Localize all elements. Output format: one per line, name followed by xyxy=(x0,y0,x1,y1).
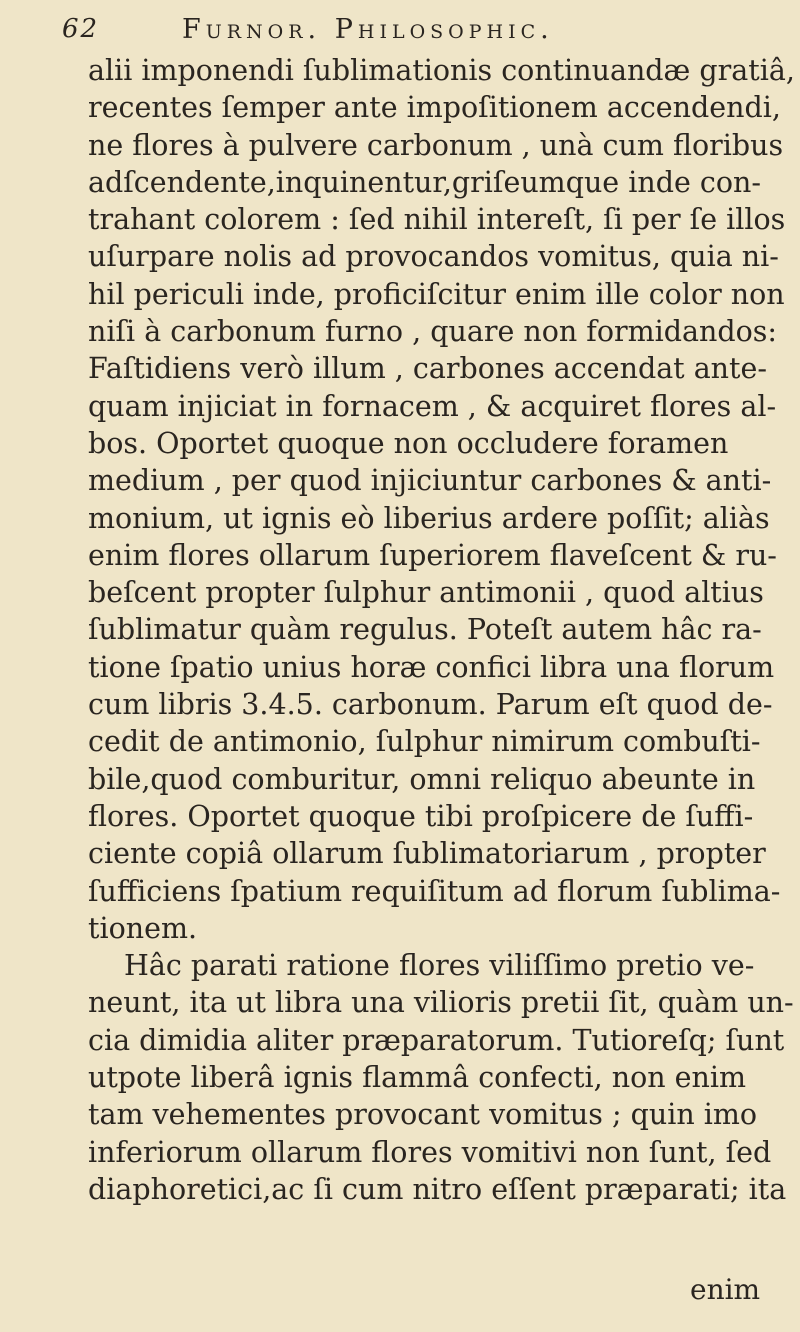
text-line: ſufficiens ſpatium requiſitum ad florum ſublima- xyxy=(88,874,781,908)
text-line: diaphoretici,ac ſi cum nitro eſſent præparati; ita xyxy=(88,1172,787,1206)
text-line: niſi à carbonum furno , quare non formidandos: xyxy=(88,315,777,349)
text-line: ne flores à pulvere carbonum , unà cum floribus xyxy=(88,128,784,162)
text-line: recentes ſemper ante impoſitionem accendendi, xyxy=(88,91,781,125)
text-line: bos. Oportet quoque non occludere foramen xyxy=(88,426,729,460)
text-line: ciente copiâ ollarum ſublimatoriarum , propter xyxy=(88,837,766,871)
text-line: enim flores ollarum ſuperiorem flaveſcent & ru- xyxy=(88,538,777,572)
text-line: monium, ut ignis eò liberius ardere poſſit; aliàs xyxy=(88,501,770,535)
text-line: neunt, ita ut libra una vilioris pretii ſit, quàm un- xyxy=(88,986,794,1020)
page-number: 62 xyxy=(62,14,100,44)
running-head: Furnor. Philosophic. xyxy=(182,14,554,45)
text-line: flores. Oportet quoque tibi proſpicere de ſuffi- xyxy=(88,799,754,833)
text-line: cedit de antimonio, ſulphur nimirum combuſti- xyxy=(88,725,761,759)
text-line: alii imponendi ſublimationis continuandæ gratiâ, xyxy=(88,54,795,87)
text-line: Faſtidiens verò illum , carbones accendat ante- xyxy=(88,352,767,386)
text-line: utpote liberâ ignis flammâ confecti, non enim xyxy=(88,1061,747,1095)
paragraph-start-line: Hâc parati ratione flores viliſſimo pretio ve- xyxy=(124,949,755,983)
text-line: hil periculi inde, proficiſcitur enim ille color non xyxy=(88,277,785,311)
text-line: tionem. xyxy=(88,911,198,945)
text-line: cia dimidia aliter præparatorum. Tutioreſq; ſunt xyxy=(88,1023,785,1057)
text-line: adſcendente,inquinentur,griſeumque inde con- xyxy=(88,165,761,199)
catchword: enim xyxy=(690,1273,761,1306)
text-line: tam vehementes provocant vomitus ; quin imo xyxy=(88,1098,758,1132)
text-line: trahant colorem : ſed nihil intereſt, ſi per ſe illos xyxy=(88,203,786,237)
text-line: uſurpare nolis ad provocandos vomitus, quia ni- xyxy=(88,240,779,274)
text-line: medium , per quod injiciuntur carbones & anti- xyxy=(88,464,772,498)
body-text xyxy=(88,52,795,1208)
text-line: quam injiciat in fornacem , & acquiret flores al- xyxy=(88,389,777,423)
page-header xyxy=(62,10,762,52)
text-line: beſcent propter ſulphur antimonii , quod altius xyxy=(88,576,764,610)
text-line: ſublimatur quàm regulus. Poteſt autem hâc ra- xyxy=(88,613,762,647)
text-line: bile,quod comburitur, omni reliquo abeunte in xyxy=(88,762,756,796)
text-line: tione ſpatio unius horæ confici libra una florum xyxy=(88,650,775,684)
text-line: inferiorum ollarum flores vomitivi non ſunt, ſed xyxy=(88,1135,772,1169)
text-line: cum libris 3.4.5. carbonum. Parum eſt quod de- xyxy=(88,688,773,722)
